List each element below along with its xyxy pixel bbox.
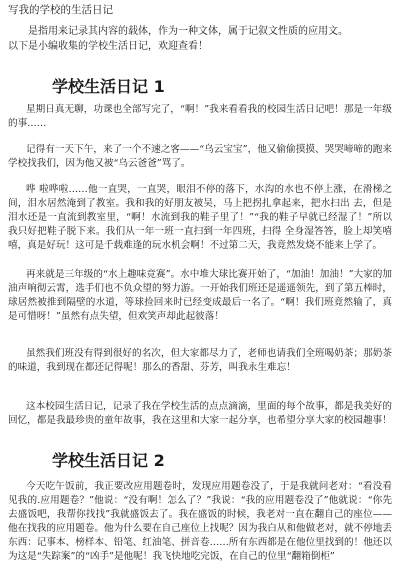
paragraph: 哗 啦哗啦……他一直哭，一直哭，眼泪不停的落下，水沟的水也不停上涨，在滑梯之间，泪水居然淹到了教室。我和我的好朋友被吴，马上把拐扎拿起来，把水扫出 去，但是泪水还是一直流到教室里，“啊！水流到我的鞋子里了！”“我的鞋子早就已经湿了！”所以我只好把鞋子脱下来。我们从一年一班一直扫到一年四班，扫得 全身湿答答，脸上却笑嘻嘻，真是好玩！这可是千载难逢的玩水机会啊！不过第二天，我竟然发烧不能来上学了。 — [8, 184, 392, 251]
paragraph: 虽然我们班没有得到很好的名次，但大家都尽力了，老师也请我们全班喝奶茶；那奶茶的味道，我到现在都还记得呢！那么的香甜、芬芳，叫我永生难忘！ — [8, 348, 392, 373]
intro-block — [8, 24, 392, 54]
document-title: 写我的学校的生活日记 — [8, 4, 113, 16]
intro-line-2: 以下是小编收集的学校生活日记，欢迎查看！ — [8, 41, 208, 52]
section-heading-1: 学校生活日记 1 — [52, 77, 165, 96]
paragraph: 星期日真无聊，功课也全部写完了，“啊！”我来看看我的校园生活日记吧！那是一年级的事…… — [8, 104, 392, 129]
paragraph: 记得有一天下午，来了一个不速之客——“乌云宝宝”，他又偷偷摸摸、哭哭啼啼的跑来学校找我们，因为他又被“乌云爸爸”骂了。 — [8, 144, 392, 169]
section-heading-2: 学校生活日记 2 — [52, 451, 165, 470]
paragraph: 这本校园生活日记，记录了我在学校生活的点点滴滴，里面的每个故事，都是我美好的回忆，都是我最珍贵的童年故事，我在这里和大家一起分享，也希望分享大家的校园趣事！ — [8, 401, 392, 426]
paragraph: 再来就是三年级的“水上趣味竞赛”。水中堆大球比赛开始了，“加油！加油！”大家的加油声响彻云霄，选手们也不负众望的努力游。一开始我们班还是遥遥领先，到了第五棒时，球居然被推到隔壁的水道，等球捡回来时已经变成最后一名了。“啊！我们班竟然输了，真是可惜呀！”虽然有点失望，但欢笑声却此起彼落！ — [8, 269, 392, 322]
intro-line-1: 是指用来记录其内容的载体，作为一种文体，属于记叙文性质的应用文。 — [28, 26, 348, 37]
paragraph: 今天吃午饭前，我正要改应用题卷时，发现应用题卷没了，于是我就问老对：“看没看见我的.应用题卷？”他说：“没有啊！怎么了？”我说：“我的应用题卷没了”他就说：“你先去盛饭吧，我帮你找找”我就盛饭去了。我在盛饭的时候，我老对一直在翻自己的座位——他在找我的应用题卷。他为什么要在自己座位上找呢？因为我白从和他做老对，就不停地丢东西：记事本、榜样本、铅笔、红油笔、拼音卷……所有东西都是在他位里找到的！他还以为这是“失踪案”的“凶手”是他呢！我飞快地吃完饭，在自己的位里“翻箱倒柜” — [8, 481, 392, 562]
